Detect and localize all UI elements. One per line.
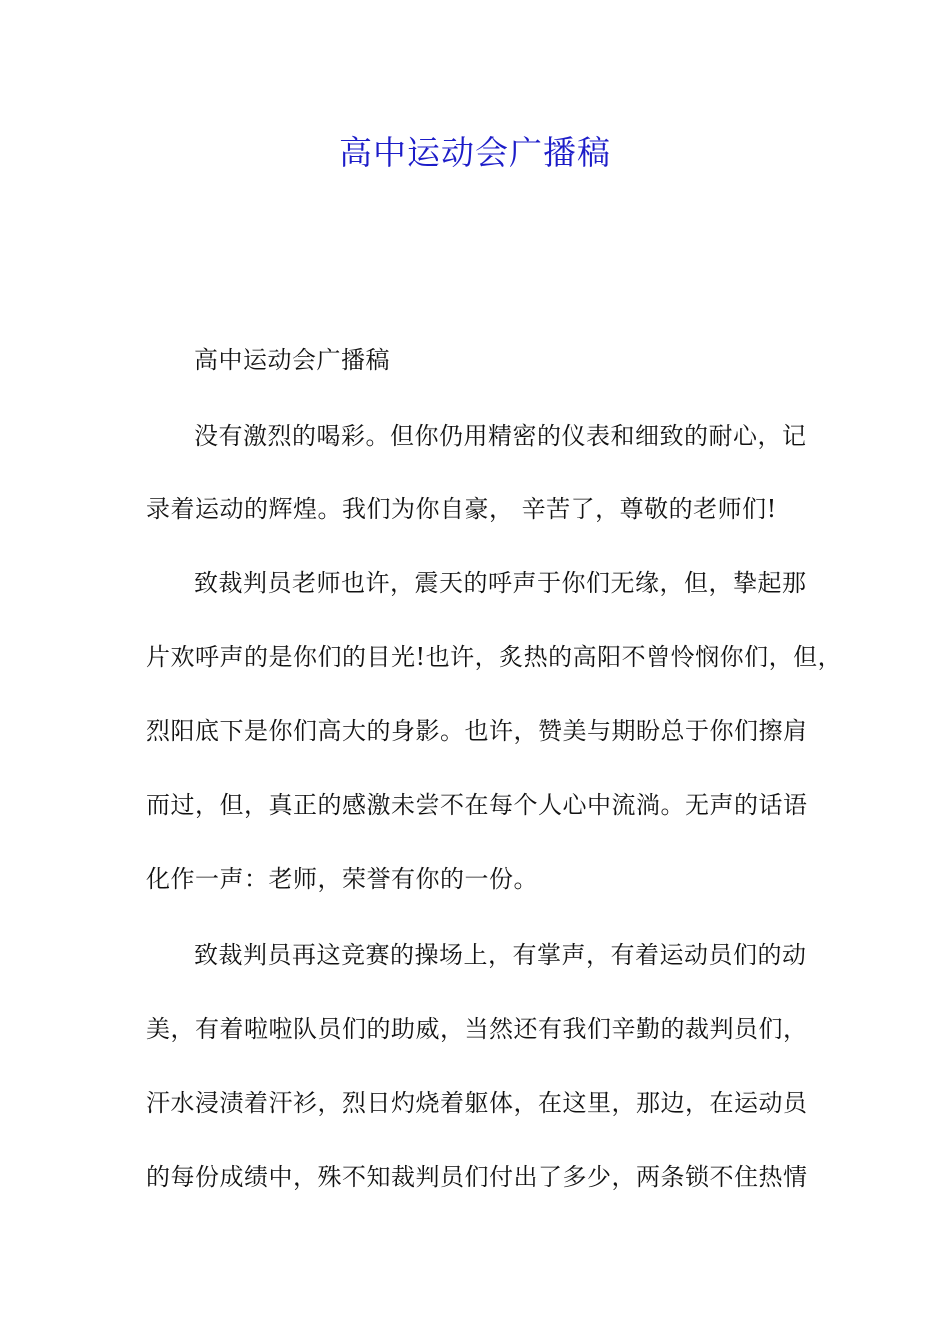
body-line: 致裁判员再这竞赛的操场上，有掌声，有着运动员们的动 — [194, 941, 807, 969]
body-line: 化作一声：老师，荣誉有你的一份。 — [146, 865, 538, 893]
body-line: 致裁判员老师也许，震天的呼声于你们无缘，但，挚起那 — [194, 569, 807, 597]
subtitle-line: 高中运动会广播稿 — [194, 346, 390, 374]
body-line: 烈阳底下是你们高大的身影。也许，赞美与期盼总于你们擦肩 — [146, 717, 808, 745]
body-line: 而过，但，真正的感激未尝不在每个人心中流淌。无声的话语 — [146, 791, 808, 819]
body-line: 片欢呼声的是你们的目光!也许，炙热的高阳不曾怜悯你们，但， — [146, 643, 843, 671]
body-line: 的每份成绩中，殊不知裁判员们付出了多少，两条锁不住热情 — [146, 1163, 808, 1191]
body-line: 没有激烈的喝彩。但你仍用精密的仪表和细致的耐心，记 — [194, 422, 807, 450]
body-line: 录着运动的辉煌。我们为你自豪， 辛苦了，尊敬的老师们! — [146, 495, 777, 523]
document-title: 高中运动会广播稿 — [339, 133, 611, 172]
body-line: 美，有着啦啦队员们的助威，当然还有我们辛勤的裁判员们， — [146, 1015, 808, 1043]
body-line: 汗水浸渍着汗衫，烈日灼烧着躯体，在这里，那边，在运动员 — [146, 1089, 808, 1117]
